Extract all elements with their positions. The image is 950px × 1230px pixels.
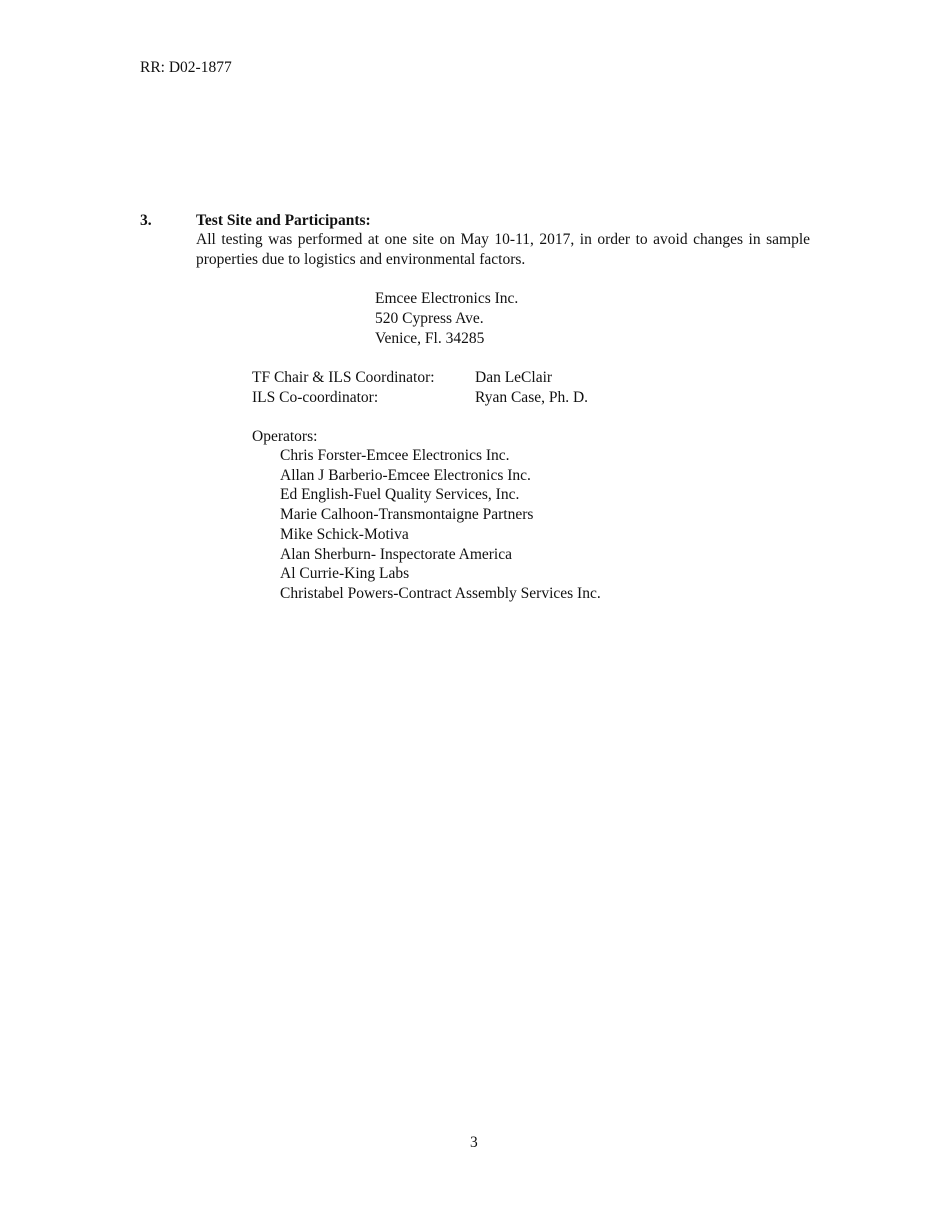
report-reference: RR: D02-1877 (140, 59, 232, 76)
coordinator-list (252, 368, 588, 408)
operator-item: Chris Forster-Emcee Electronics Inc. (280, 447, 510, 464)
section-intro-paragraph: All testing was performed at one site on May 10-11, 2017, in order to avoid changes in sample properties due to logistics and environmental factors. (196, 231, 810, 268)
page-number: 3 (470, 1134, 478, 1151)
operator-item: Alan Sherburn- Inspectorate America (280, 545, 512, 563)
operators-list (280, 446, 601, 604)
operator-item: Ed English-Fuel Quality Services, Inc. (280, 486, 520, 504)
test-site-address (375, 289, 518, 349)
role-name: Dan LeClair (475, 369, 553, 386)
operator-item: Al Currie-King Labs (280, 565, 410, 583)
role-title: ILS Co-coordinator: (252, 389, 379, 406)
site-street: 520 Cypress Ave. (375, 310, 484, 327)
role-row (252, 368, 588, 388)
section-title: Test Site and Participants: (196, 212, 371, 229)
operator-item: Allan J Barberio-Emcee Electronics Inc. (280, 466, 531, 484)
operators-heading: Operators: (252, 428, 318, 445)
site-city: Venice, Fl. 34285 (375, 330, 485, 347)
site-company: Emcee Electronics Inc. (375, 290, 519, 307)
operator-item: Marie Calhoon-Transmontaigne Partners (280, 506, 534, 524)
operator-item: Mike Schick-Motiva (280, 525, 409, 543)
operator-item: Christabel Powers-Contract Assembly Services Inc. (280, 584, 601, 602)
section-number: 3. (140, 212, 152, 229)
role-name: Ryan Case, Ph. D. (475, 389, 589, 406)
role-row (252, 388, 588, 408)
role-title: TF Chair & ILS Coordinator: (252, 369, 435, 386)
